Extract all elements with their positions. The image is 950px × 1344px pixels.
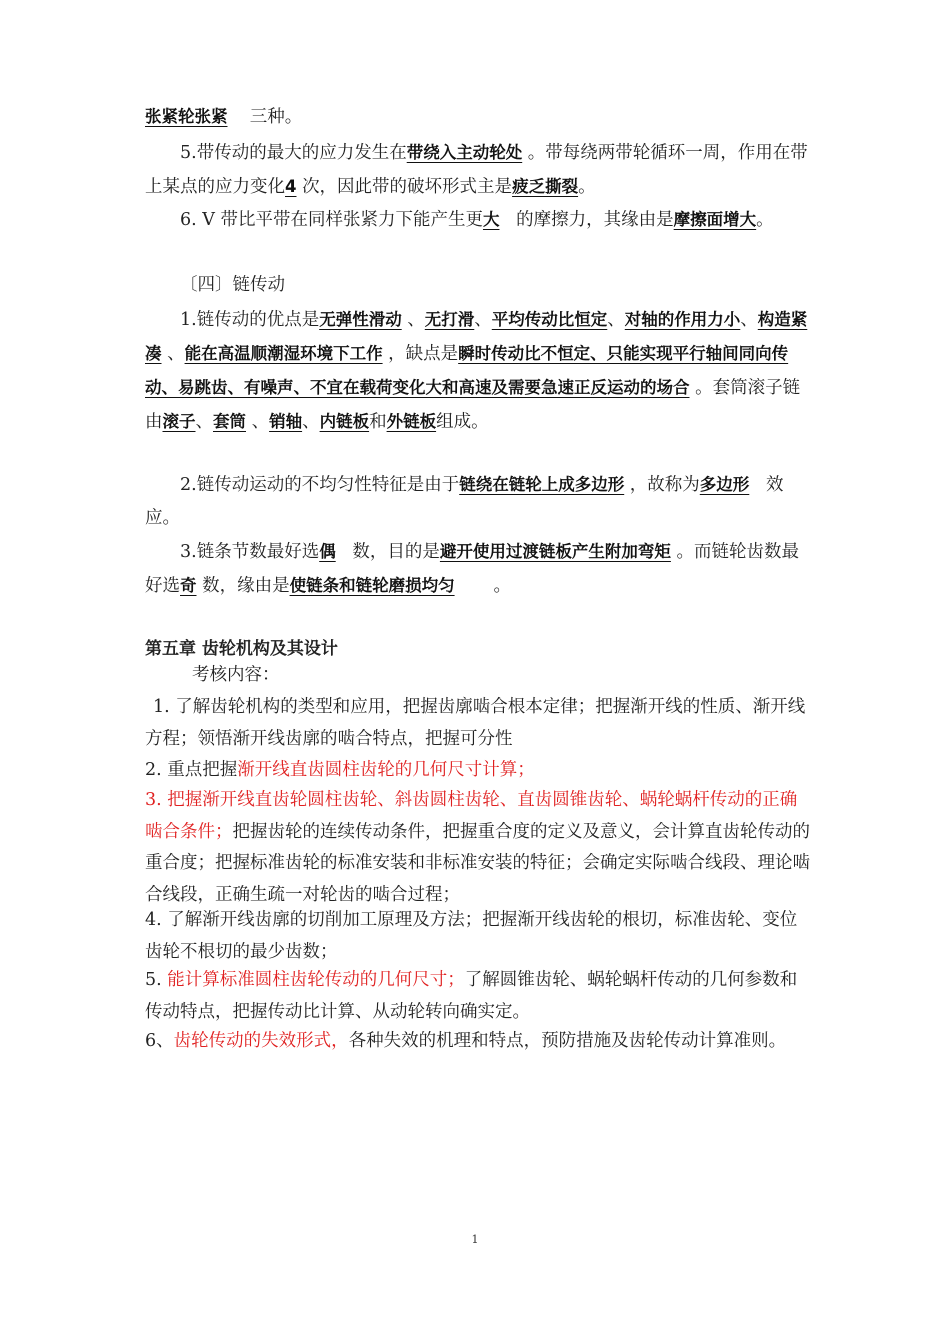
answer-blank: 平均传动比恒定 (491, 310, 608, 329)
answer-blank: 内链板 (319, 412, 370, 431)
belt-question-5: 5.带传动的最大的应力发生在带绕入主动轮处 。带每绕两带轮循环一周，作用在带上某点的应力变化4 次，因此带的破坏形式主是疲乏撕裂。 (145, 143, 808, 197)
answer-blank: 偶 (319, 542, 336, 561)
exam-item-4: 4. 了解渐开线齿廓的切削加工原理及方法；把握渐开线齿轮的根切，标准齿轮、变位齿轮不根切的最少齿数； (145, 910, 798, 962)
exam-item-3: 3. 把握渐开线直齿轮圆柱齿轮、斜齿圆柱齿轮、直齿圆锥齿轮、蜗轮蜗杆传动的正确啮合条件；把握齿轮的连续传动条件，把握重合度的定义及意义，会计算直齿轮传动的重合度；把握标准齿轮的标准安装和非标准安装的特征；会确定实际啮合线段、理论啮合线段，正确生疏一对轮齿的啮合过程； (145, 790, 810, 905)
answer-blank: 外链板 (386, 412, 437, 431)
answer-blank: 链绕在链轮上成多边形 (459, 475, 625, 494)
answer-blank: 多边形 (699, 475, 750, 494)
page-number: 1 (471, 1233, 479, 1246)
belt-tension-end: 张紧轮张紧 三种。 (145, 107, 303, 127)
answer-blank: 张紧轮张紧 (145, 107, 228, 126)
answer-blank: 大 (482, 210, 500, 229)
chain-section-heading: 〔四〕链传动 (180, 275, 285, 295)
answer-blank: 带绕入主动轮处 (406, 143, 523, 162)
answer-blank: 避开使用过渡链板产生附加弯矩 (439, 542, 671, 561)
answer-blank: 瞬时传动比不恒定、只能实现平行轴间同向传动、易跳齿、有噪声、不宜在载荷变化大和高速及需要急速正反运动的场合 (145, 344, 789, 397)
chapter-title: 第五章 齿轮机构及其设计 (145, 639, 338, 659)
chain-question-1: 1.链传动的优点是无弹性滑动 、无打滑、平均传动比恒定、对轴的作用力小、构造紧凑 、能在高温顺潮湿环境下工作 ，缺点是瞬时传动比不恒定、只能实现平行轴间同向传动、易跳齿、有噪声、不宜在载荷变化大和高速及需要急速正反运动的场合 。套筒滚子链由滚子、套筒 、销轴、内链板和外链板组成。 (145, 310, 808, 432)
answer-blank: 无打滑 (424, 310, 475, 329)
exam-item-6: 6、齿轮传动的失效形式，各种失效的机理和特点，预防措施及齿轮传动计算准则。 (145, 1031, 787, 1051)
exam-item-1: 1. 了解齿轮机构的类型和应用，把握齿廓啮合根本定律；把握渐开线的性质、渐开线方程；领悟渐开线齿廓的啮合特点，把握可分性 (145, 697, 806, 749)
answer-blank: 构造紧凑 (145, 310, 808, 363)
answer-blank: 使链条和链轮磨损均匀 (289, 576, 455, 595)
answer-blank: 奇 (180, 576, 197, 595)
exam-label: 考核内容： (192, 665, 280, 685)
chain-question-3: 3.链条节数最好选偶 数，目的是避开使用过渡链板产生附加弯矩 。而链轮齿数最好选奇 数，缘由是使链条和链轮磨损均匀 。 (145, 542, 799, 596)
answer-blank: 能在高温顺潮湿环境下工作 (184, 344, 383, 363)
answer-blank: 套筒 (213, 412, 246, 431)
answer-blank: 销轴 (269, 412, 303, 431)
answer-blank: 滚子 (162, 412, 196, 431)
answer-blank: 疲乏撕裂 (512, 177, 579, 196)
answer-blank: 4 (285, 177, 297, 196)
exam-item-2: 2. 重点把握渐开线直齿圆柱齿轮的几何尺寸计算； (145, 760, 535, 780)
exam-item-5: 5. 能计算标准圆柱齿轮传动的几何尺寸；了解圆锥齿轮、蜗轮蜗杆传动的几何参数和传动特点，把握传动比计算、从动轮转向确实定。 (145, 970, 798, 1022)
chain-question-2: 2.链传动运动的不均匀性特征是由于链绕在链轮上成多边形 ，故称为多边形 效应。 (145, 475, 784, 528)
answer-blank: 无弹性滑动 (319, 310, 402, 329)
belt-question-6: 6. V 带比平带在同样张紧力下能产生更大 的摩擦力，其缘由是摩擦面增大。 (180, 210, 774, 230)
answer-blank: 对轴的作用力小 (624, 310, 741, 329)
answer-blank: 摩擦面增大 (673, 210, 757, 229)
